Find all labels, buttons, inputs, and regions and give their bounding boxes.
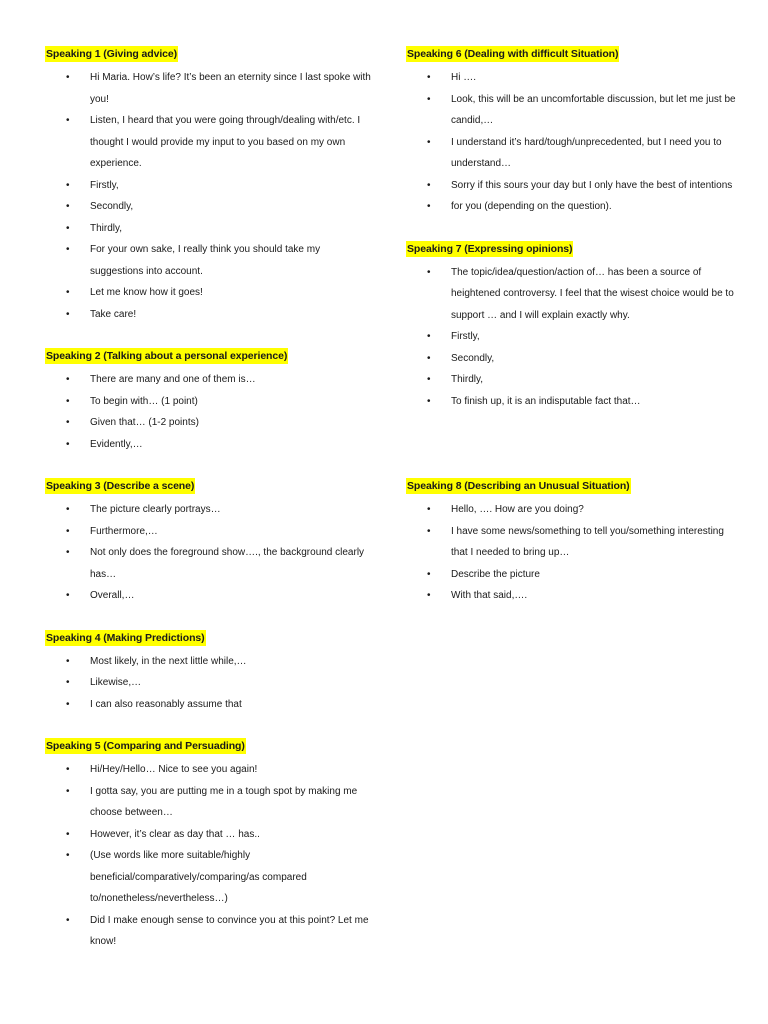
list-item: • Evidently,… bbox=[45, 434, 375, 456]
list-item: • There are many and one of them is… bbox=[45, 369, 375, 391]
section-speaking-1 bbox=[45, 44, 375, 325]
section-heading: Speaking 7 (Expressing opinions) bbox=[407, 242, 573, 255]
bullet-icon: • bbox=[66, 374, 70, 385]
bullet-list bbox=[45, 499, 375, 607]
bullet-icon: • bbox=[427, 504, 431, 515]
list-item: • Hi …. bbox=[406, 67, 736, 89]
list-item: • Firstly, bbox=[406, 326, 736, 348]
bullet-icon: • bbox=[66, 785, 70, 797]
bullet-icon: • bbox=[66, 828, 70, 840]
bullet-list bbox=[45, 759, 375, 953]
list-item: • Did I make enough sense to convince you at this point? Let me know! bbox=[45, 910, 375, 953]
list-item: • Furthermore,… bbox=[45, 521, 375, 543]
bullet-icon: • bbox=[66, 308, 70, 320]
bullet-list bbox=[406, 67, 736, 218]
list-item: • Not only does the foreground show…., the background clearly has… bbox=[45, 542, 375, 585]
bullet-icon: • bbox=[66, 698, 70, 710]
list-item: • Given that… (1-2 points) bbox=[45, 412, 375, 434]
bullet-icon: • bbox=[427, 266, 431, 278]
list-item: • The picture clearly portrays… bbox=[45, 499, 375, 521]
section-heading: Speaking 1 (Giving advice) bbox=[46, 48, 178, 60]
bullet-icon: • bbox=[427, 331, 431, 342]
list-item: • Most likely, in the next little while,… bbox=[45, 651, 375, 673]
bullet-icon: • bbox=[427, 93, 431, 105]
list-item: • To finish up, it is an indisputable fact that… bbox=[406, 391, 736, 413]
bullet-icon: • bbox=[66, 850, 70, 861]
bullet-icon: • bbox=[427, 374, 431, 385]
section-heading: Speaking 5 (Comparing and Persuading) bbox=[46, 740, 245, 752]
section-speaking-2 bbox=[45, 346, 375, 455]
bullet-icon: • bbox=[66, 590, 70, 601]
list-item: • I can also reasonably assume that bbox=[45, 694, 375, 716]
bullet-icon: • bbox=[66, 677, 70, 688]
bullet-icon: • bbox=[427, 525, 431, 537]
bullet-icon: • bbox=[66, 179, 70, 191]
list-item: • Secondly, bbox=[45, 196, 375, 218]
list-item: • Thirdly, bbox=[45, 218, 375, 240]
left-column bbox=[45, 44, 375, 953]
bullet-icon: • bbox=[66, 504, 70, 515]
bullet-icon: • bbox=[66, 525, 70, 537]
section-heading: Speaking 3 (Describe a scene) bbox=[46, 480, 195, 492]
list-item: • However, it’s clear as day that … has.. bbox=[45, 824, 375, 846]
section-speaking-5 bbox=[45, 736, 375, 953]
list-item: • I have some news/something to tell you/something interesting that I needed to bring up… bbox=[406, 521, 736, 564]
list-item: • Describe the picture bbox=[406, 564, 736, 586]
bullet-icon: • bbox=[427, 72, 431, 83]
section-speaking-6 bbox=[406, 44, 736, 218]
bullet-icon: • bbox=[66, 914, 70, 926]
bullet-icon: • bbox=[66, 438, 70, 450]
bullet-icon: • bbox=[66, 547, 70, 558]
section-heading: Speaking 6 (Dealing with difficult Situation) bbox=[407, 48, 619, 60]
section-speaking-7 bbox=[406, 239, 736, 413]
bullet-icon: • bbox=[66, 655, 70, 667]
list-item: • Hi/Hey/Hello… Nice to see you again! bbox=[45, 759, 375, 781]
bullet-icon: • bbox=[66, 201, 70, 212]
bullet-icon: • bbox=[66, 115, 70, 126]
list-item: • I understand it’s hard/tough/unprecedented, but I need you to understand… bbox=[406, 132, 736, 175]
list-item: • Likewise,… bbox=[45, 672, 375, 694]
bullet-icon: • bbox=[427, 201, 431, 212]
bullet-icon: • bbox=[66, 72, 70, 83]
list-item: • Hi Maria. How’s life? It’s been an eternity since I last spoke with you! bbox=[45, 67, 375, 110]
section-heading: Speaking 2 (Talking about a personal experience) bbox=[46, 350, 288, 362]
list-item: • For your own sake, I really think you should take my suggestions into account. bbox=[45, 239, 375, 282]
list-item: • Hello, …. How are you doing? bbox=[406, 499, 736, 521]
list-item: • Thirdly, bbox=[406, 369, 736, 391]
bullet-list bbox=[45, 369, 375, 455]
bullet-icon: • bbox=[427, 395, 431, 407]
bullet-list bbox=[406, 499, 736, 607]
section-heading: Speaking 4 (Making Predictions) bbox=[46, 631, 205, 644]
bullet-icon: • bbox=[427, 568, 431, 580]
bullet-icon: • bbox=[66, 287, 70, 298]
bullet-icon: • bbox=[66, 222, 70, 234]
section-speaking-8 bbox=[406, 476, 736, 607]
section-heading: Speaking 8 (Describing an Unusual Situation) bbox=[407, 480, 630, 492]
bullet-list bbox=[45, 67, 375, 325]
list-item: • Secondly, bbox=[406, 348, 736, 370]
list-item: • With that said,…. bbox=[406, 585, 736, 607]
bullet-icon: • bbox=[427, 590, 431, 601]
bullet-icon: • bbox=[66, 417, 70, 428]
bullet-icon: • bbox=[427, 179, 431, 191]
bullet-list bbox=[45, 651, 375, 716]
list-item: • Take care! bbox=[45, 304, 375, 326]
bullet-icon: • bbox=[66, 244, 70, 255]
list-item: • Overall,… bbox=[45, 585, 375, 607]
list-item: • Look, this will be an uncomfortable discussion, but let me just be candid,… bbox=[406, 89, 736, 132]
bullet-icon: • bbox=[66, 395, 70, 407]
list-item: • (Use words like more suitable/highly beneficial/comparatively/comparing/as compared to/nonetheless/nevertheless…) bbox=[45, 845, 375, 910]
list-item: • To begin with… (1 point) bbox=[45, 391, 375, 413]
list-item: • for you (depending on the question). bbox=[406, 196, 736, 218]
section-speaking-3 bbox=[45, 476, 375, 607]
bullet-icon: • bbox=[427, 136, 431, 148]
list-item: • Sorry if this sours your day but I only have the best of intentions bbox=[406, 175, 736, 197]
list-item: • Firstly, bbox=[45, 175, 375, 197]
list-item: • I gotta say, you are putting me in a tough spot by making me choose between… bbox=[45, 781, 375, 824]
bullet-list bbox=[406, 262, 736, 413]
bullet-icon: • bbox=[427, 352, 431, 364]
list-item: • Let me know how it goes! bbox=[45, 282, 375, 304]
bullet-icon: • bbox=[66, 764, 70, 775]
section-speaking-4 bbox=[45, 628, 375, 716]
list-item: • The topic/idea/question/action of… has been a source of heightened controversy. I feel that the wisest choice would be to support … and I will explain exactly why. bbox=[406, 262, 736, 327]
list-item: • Listen, I heard that you were going through/dealing with/etc. I thought I would provide my input to you based on my own experience. bbox=[45, 110, 375, 175]
right-column bbox=[406, 44, 736, 607]
